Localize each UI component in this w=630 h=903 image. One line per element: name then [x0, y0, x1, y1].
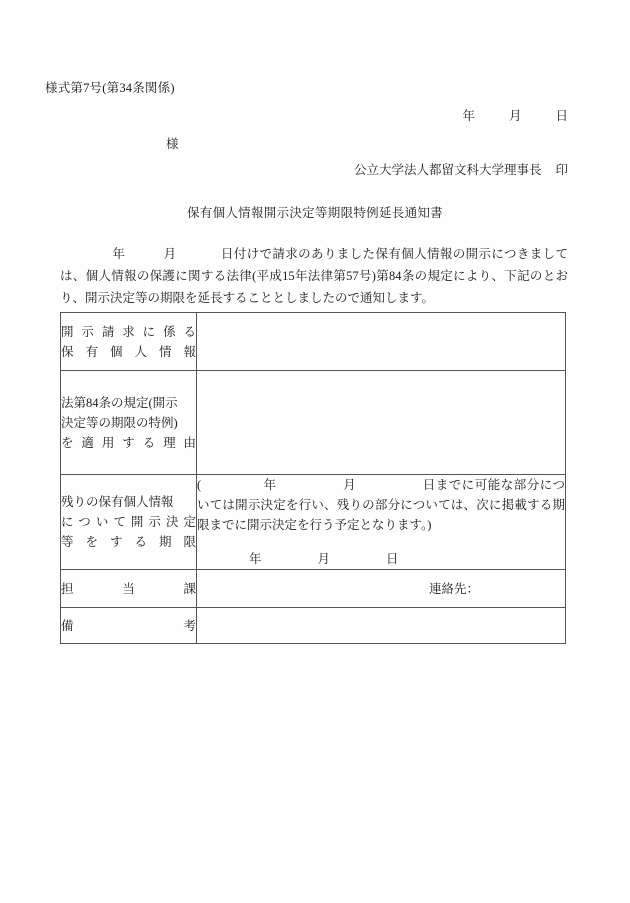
paren-month: 月	[342, 478, 357, 492]
paren-text: 日までに可能な部分については開示決定を行い、残りの部分については、次に掲載する期限までに開示決定を行う予定となります。)	[197, 478, 565, 532]
deadline-year: 年	[249, 552, 262, 566]
row-label-department: 担当課	[61, 570, 197, 608]
deadline-date-line	[197, 549, 565, 569]
form-number: 様式第7号(第34条関係)	[45, 81, 175, 95]
table-row	[61, 475, 566, 570]
issuer-line	[0, 160, 568, 178]
deadline-note	[197, 475, 565, 535]
contact-label: 連絡先：	[428, 581, 479, 596]
issue-date-year: 年	[462, 109, 475, 123]
issue-date-line	[0, 106, 568, 124]
row-label-remaining-deadline: 残りの保有個人情報 について開示決定 等をする期限	[61, 475, 197, 570]
seal-mark: 印	[555, 163, 568, 177]
row-value-department[interactable]	[197, 570, 566, 608]
document-title: 保有個人情報開示決定等期限特例延長通知書	[186, 206, 443, 220]
addressee-honorific: 様	[166, 137, 179, 151]
table-row	[61, 313, 566, 371]
body-text: 日付けで請求のありました保有個人情報の開示につきましては、個人情報の保護に関する法律(平成15年法律第57号)第84条の規定により、下記のとおり、開示決定等の期限を延長することとしましたので通知します。	[60, 247, 568, 305]
paren-year: 年	[263, 478, 277, 492]
row-label-remarks: 備考	[61, 608, 197, 644]
row-value-remarks[interactable]	[197, 608, 566, 644]
deadline-day: 日	[386, 552, 399, 566]
issuer-name: 公立大学法人都留文科大学理事長	[353, 163, 542, 177]
table-row	[61, 570, 566, 608]
row-value-remaining-deadline[interactable]	[197, 475, 566, 570]
body-date-month: 月	[163, 247, 177, 261]
body-date-year: 年	[112, 247, 126, 261]
issue-date-month: 月	[508, 109, 522, 123]
issue-date-day: 日	[555, 109, 568, 123]
paren-open: (	[197, 478, 202, 492]
deadline-month: 月	[317, 552, 331, 566]
body-paragraph	[60, 243, 568, 309]
row-label-article84-reason: 法第84条の規定(開示 決定等の期限の特例) を適用する理由	[61, 371, 197, 475]
table-row	[61, 608, 566, 644]
notification-table	[60, 312, 566, 644]
row-value-disclosure-request-info[interactable]	[197, 313, 566, 371]
row-label-disclosure-request-info: 開示請求に係る 保有個人情報	[61, 313, 197, 371]
row-value-article84-reason[interactable]	[197, 371, 566, 475]
table-row	[61, 371, 566, 475]
